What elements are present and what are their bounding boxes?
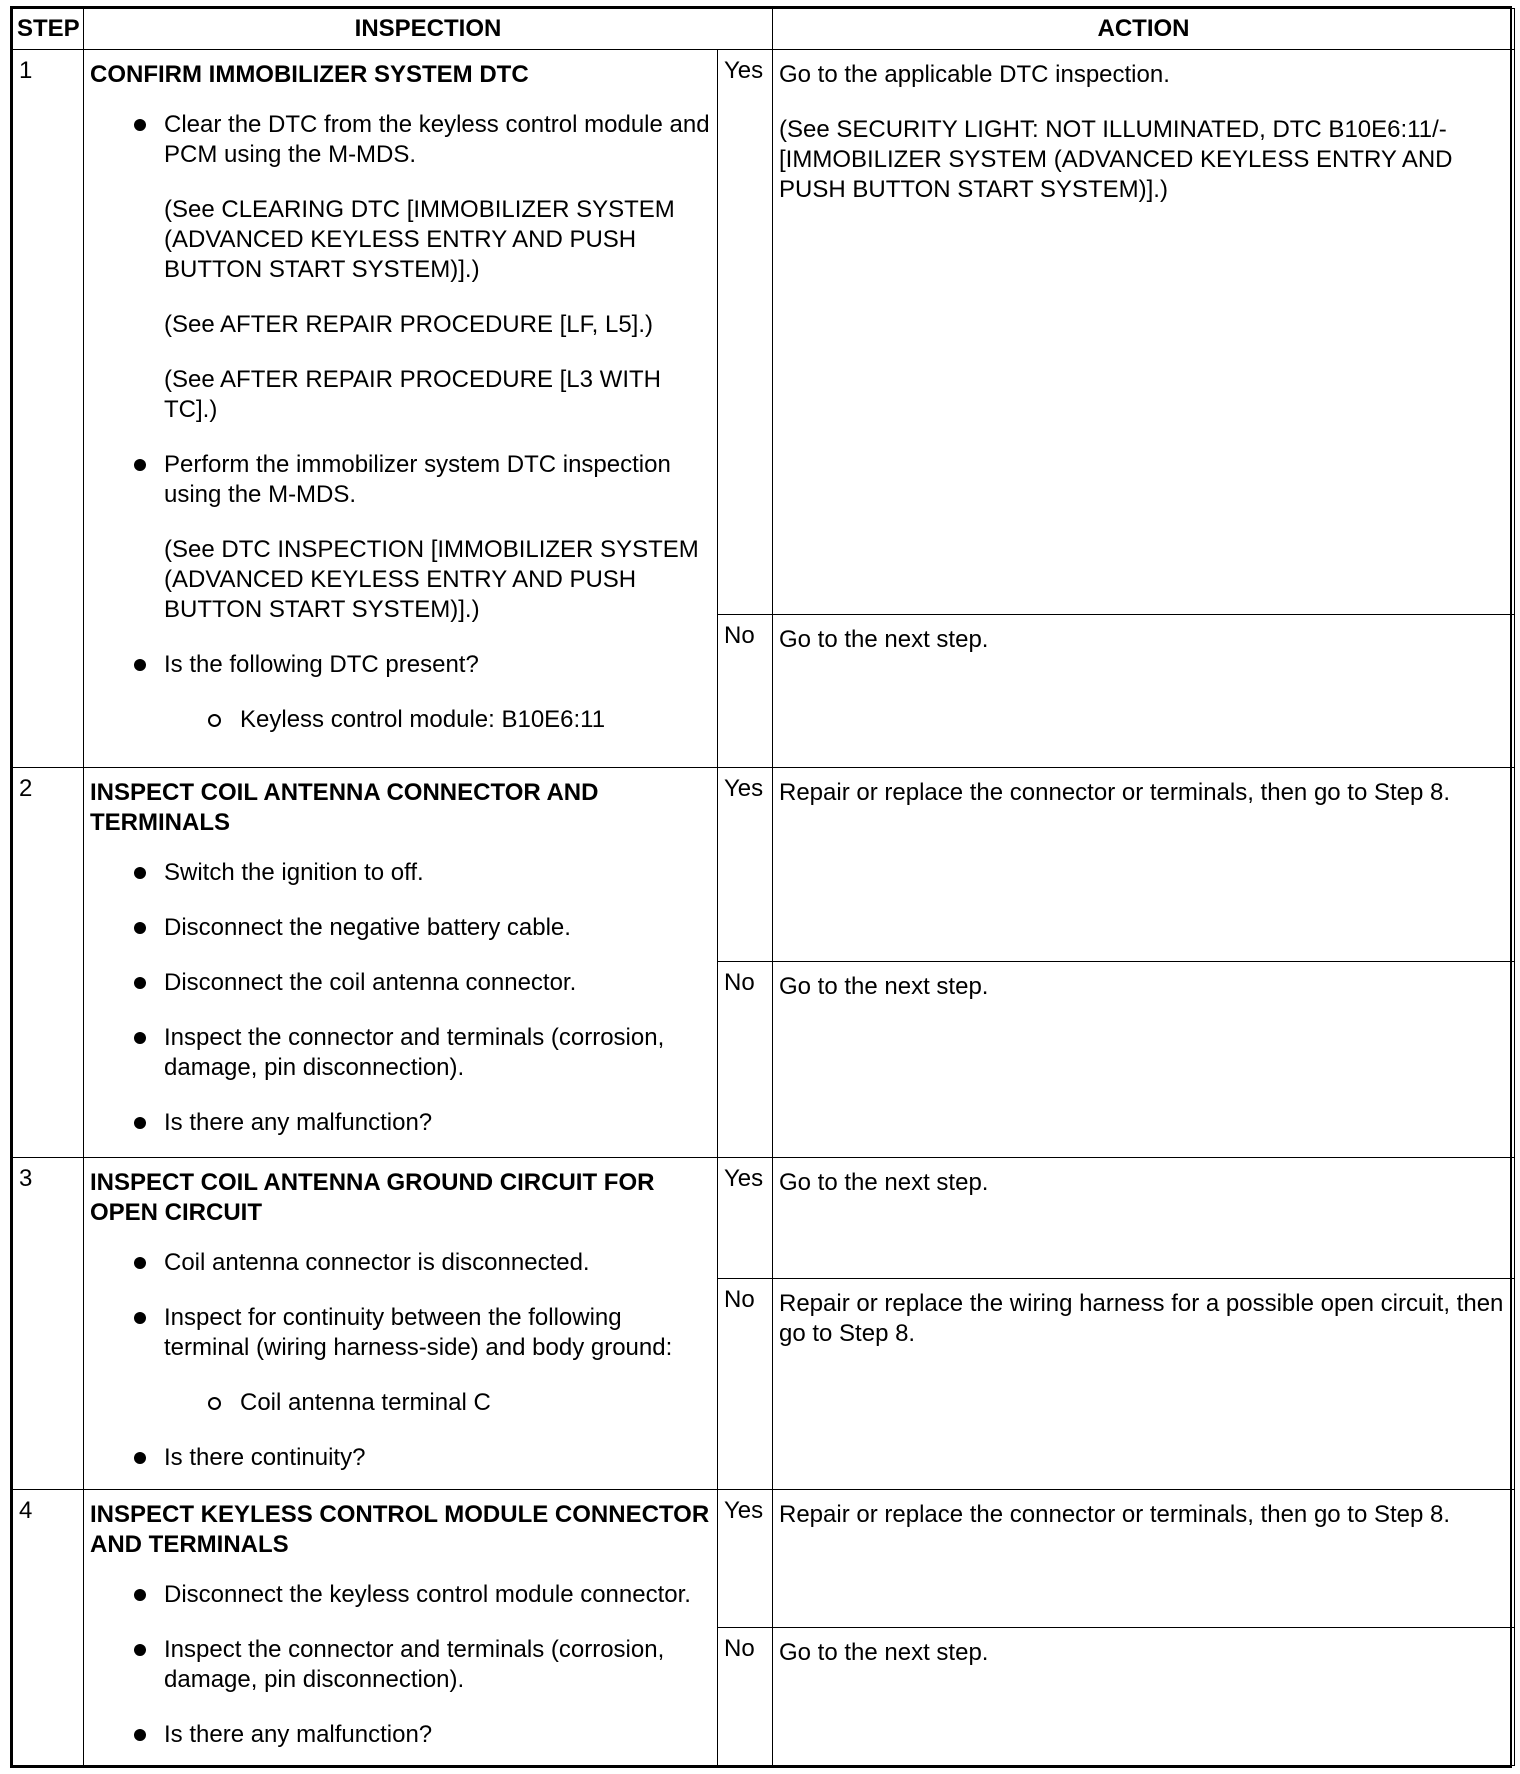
step-2-bullet-4: [90, 1023, 711, 1083]
step-1-no-action: [773, 615, 1515, 767]
step-2-bullet-1-text: Switch the ignition to off.: [164, 858, 424, 886]
bullet-icon: [134, 1452, 146, 1464]
step-2-number: 2: [13, 767, 84, 1157]
step-3-no-action: [773, 1278, 1515, 1489]
step-2-bullet-5-text: Is there any malfunction?: [164, 1108, 433, 1136]
step-1-sub-1-text: Keyless control module: B10E6:11: [240, 706, 606, 733]
bullet-icon: [134, 1257, 146, 1269]
bullet-icon: [134, 1729, 146, 1741]
step-2-no-label: No: [718, 961, 773, 1157]
step-2-bullet-3: [90, 968, 711, 998]
step-3-yes-action: [773, 1157, 1515, 1278]
step-1-note-3: (See AFTER REPAIR PROCEDURE [L3 WITH TC].): [164, 366, 661, 423]
step-3-bullet-2-text: Inspect for continuity between the following terminal (wiring harness-side) and body ground:: [164, 1303, 673, 1361]
step-3-bullet-1-text: Coil antenna connector is disconnected.: [164, 1248, 590, 1276]
step-1-note-4: (See DTC INSPECTION [IMMOBILIZER SYSTEM (ADVANCED KEYLESS ENTRY AND PUSH BUTTON START SYSTEM)].): [164, 536, 699, 623]
step-2-bullet-1: [90, 858, 711, 888]
bullet-icon: [134, 977, 146, 989]
step-1-sub-1: [90, 705, 711, 735]
bullet-icon: [134, 1117, 146, 1129]
step-1-note-2: (See AFTER REPAIR PROCEDURE [LF, L5].): [164, 311, 654, 338]
step-3-yes-action-text: Go to the next step.: [779, 1168, 989, 1196]
step-4-yes-action-text: Repair or replace the connector or terminals, then go to Step 8.: [779, 1501, 1451, 1529]
step-1-note-1: (See CLEARING DTC [IMMOBILIZER SYSTEM (ADVANCED KEYLESS ENTRY AND PUSH BUTTON START SYSTEM)].): [164, 196, 675, 283]
step-3-sub-1-text: Coil antenna terminal C: [240, 1388, 491, 1416]
bullet-icon: [134, 1644, 146, 1656]
hollow-bullet-icon: [208, 714, 221, 727]
step-2-bullet-2-text: Disconnect the negative battery cable.: [164, 913, 571, 941]
step-2-bullet-5: [90, 1108, 711, 1138]
step-4-yes-row: [13, 1490, 1515, 1627]
step-2-yes-row: [13, 767, 1515, 961]
step-4-inspection: [84, 1490, 718, 1766]
step-2-yes-action: [773, 767, 1515, 961]
header-step: STEP: [13, 9, 84, 50]
step-1-yes-row: [13, 50, 1515, 615]
diagnostic-procedure-table: [12, 8, 1515, 1766]
step-4-title: INSPECT KEYLESS CONTROL MODULE CONNECTOR AND TERMINALS: [90, 1501, 710, 1559]
step-1-number: 1: [13, 50, 84, 768]
step-4-no-action: [773, 1627, 1515, 1765]
step-1-bullet-3: [90, 650, 711, 680]
step-3-bullet-3: [90, 1443, 711, 1473]
step-3-bullet-3-text: Is there continuity?: [164, 1443, 366, 1471]
step-2-yes-label: Yes: [718, 767, 773, 961]
bullet-icon: [134, 867, 146, 879]
step-3-bullet-1: [90, 1248, 711, 1278]
step-3-number: 3: [13, 1157, 84, 1490]
step-1-bullet-2: [90, 450, 711, 510]
step-4-bullet-2: [90, 1635, 711, 1695]
header-inspection: INSPECTION: [84, 9, 773, 50]
table-header-row: [13, 9, 1515, 50]
step-4-bullet-3-text: Is there any malfunction?: [164, 1721, 433, 1749]
step-3-yes-row: [13, 1157, 1515, 1278]
bullet-icon: [134, 659, 146, 671]
step-2-no-action-text: Go to the next step.: [779, 972, 989, 1000]
bullet-icon: [134, 922, 146, 934]
step-1-yes-action-text: Go to the applicable DTC inspection.: [779, 61, 1170, 88]
step-1-title: CONFIRM IMMOBILIZER SYSTEM DTC: [90, 61, 529, 88]
step-4-number: 4: [13, 1490, 84, 1766]
header-action: ACTION: [773, 9, 1515, 50]
bullet-icon: [134, 459, 146, 471]
step-1-bullet-1: [90, 110, 711, 170]
step-1-bullet-3-text: Is the following DTC present?: [164, 651, 479, 678]
hollow-bullet-icon: [208, 1397, 221, 1410]
step-2-bullet-3-text: Disconnect the coil antenna connector.: [164, 968, 577, 996]
step-1-yes-label: Yes: [718, 50, 773, 615]
step-3-bullet-2: [90, 1303, 711, 1363]
step-4-bullet-2-text: Inspect the connector and terminals (corrosion, damage, pin disconnection).: [164, 1636, 665, 1694]
bullet-icon: [134, 1032, 146, 1044]
step-4-no-label: No: [718, 1627, 773, 1765]
step-1-bullet-1-text: Clear the DTC from the keyless control module and PCM using the M-MDS.: [164, 111, 710, 168]
step-4-yes-action: [773, 1490, 1515, 1627]
step-4-bullet-1: [90, 1580, 711, 1610]
bullet-icon: [134, 1589, 146, 1601]
step-1-bullet-2-text: Perform the immobilizer system DTC inspection using the M-MDS.: [164, 451, 671, 508]
step-2-yes-action-text: Repair or replace the connector or terminals, then go to Step 8.: [779, 778, 1451, 806]
step-1-yes-action-note: (See SECURITY LIGHT: NOT ILLUMINATED, DTC B10E6:11/-[IMMOBILIZER SYSTEM (ADVANCED KEYLESS ENTRY AND PUSH BUTTON START SYSTEM)].): [779, 116, 1453, 203]
step-4-yes-label: Yes: [718, 1490, 773, 1627]
step-2-no-action: [773, 961, 1515, 1157]
step-2-inspection: [84, 767, 718, 1157]
step-3-sub-1: [90, 1388, 711, 1418]
step-3-no-label: No: [718, 1278, 773, 1489]
step-3-title: INSPECT COIL ANTENNA GROUND CIRCUIT FOR OPEN CIRCUIT: [90, 1168, 655, 1226]
step-1-no-action-text: Go to the next step.: [779, 626, 989, 654]
step-2-title: INSPECT COIL ANTENNA CONNECTOR AND TERMINALS: [90, 778, 599, 836]
step-2-bullet-2: [90, 913, 711, 943]
diagnostic-procedure-document: [10, 6, 1512, 1768]
step-4-bullet-1-text: Disconnect the keyless control module connector.: [164, 1581, 691, 1609]
step-1-no-label: No: [718, 615, 773, 767]
step-1-yes-action: [773, 50, 1515, 615]
step-4-bullet-3: [90, 1720, 711, 1750]
bullet-icon: [134, 119, 146, 131]
step-3-yes-label: Yes: [718, 1157, 773, 1278]
step-4-no-action-text: Go to the next step.: [779, 1638, 989, 1666]
step-2-bullet-4-text: Inspect the connector and terminals (corrosion, damage, pin disconnection).: [164, 1023, 665, 1081]
step-1-inspection: [84, 50, 718, 768]
step-3-no-action-text: Repair or replace the wiring harness for a possible open circuit, then go to Step 8.: [779, 1289, 1504, 1347]
bullet-icon: [134, 1312, 146, 1324]
step-3-inspection: [84, 1157, 718, 1490]
